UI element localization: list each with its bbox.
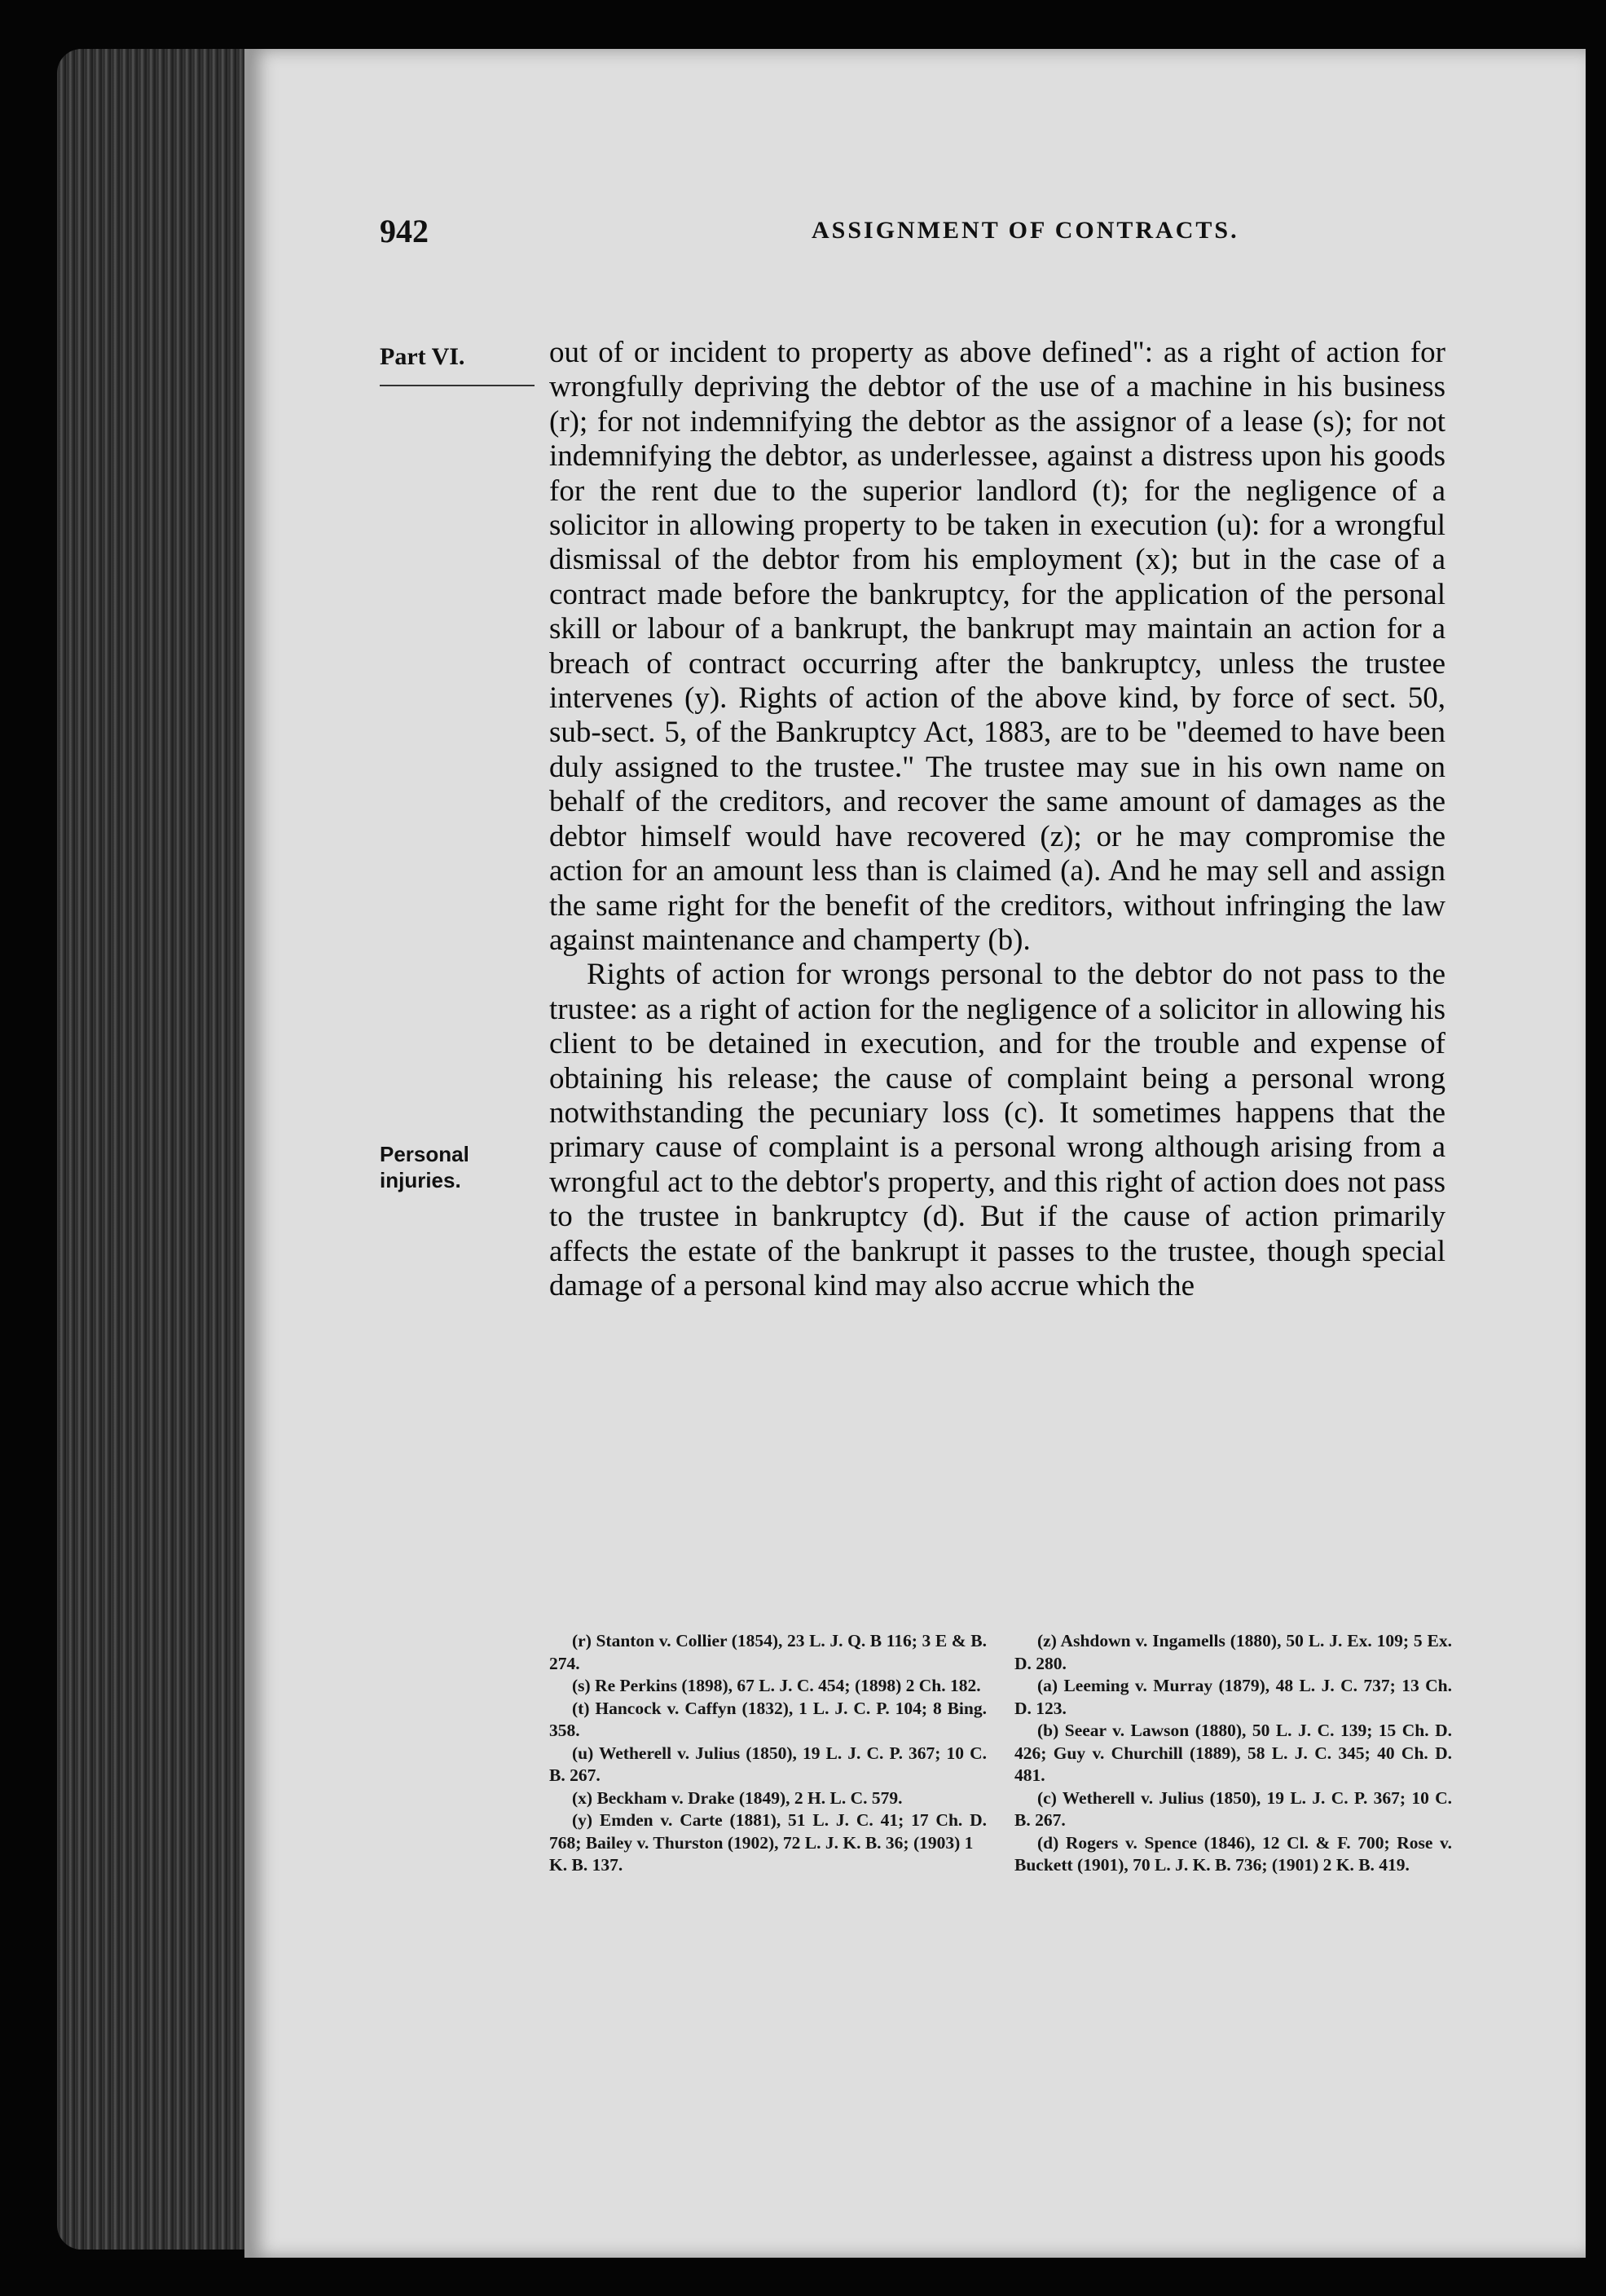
book-page	[244, 49, 1586, 2258]
footnote-s: (s) Re Perkins (1898), 67 L. J. C. 454; (1898) 2 Ch. 182.	[572, 1676, 981, 1695]
footnote-y-continued: K. B. 137.	[549, 1855, 623, 1875]
book-page-edges	[57, 49, 253, 2250]
footnote-u: (u) Wetherell v. Julius (1850), 19 L. J. C. P. 367; 10 C. B. 267.	[549, 1743, 987, 1785]
footnote-c: (c) Wetherell v. Julius (1850), 19 L. J. C. P. 367; 10 C. B. 267.	[1014, 1787, 1452, 1830]
footnote-d: (d) Rogers v. Spence (1846), 12 Cl. & F. 700; Rose v. Buckett (1901), 70 L. J. K. B. 736; (1901) 2 K. B. 419.	[1014, 1832, 1452, 1875]
running-title: ASSIGNMENT OF CONTRACTS.	[812, 217, 1239, 244]
sidenote-personal-injuries: Personal injuries.	[380, 1142, 469, 1192]
footnote-x: (x) Beckham v. Drake (1849), 2 H. L. C. 579.	[572, 1787, 903, 1808]
footnote-z: (z) Ashdown v. Ingamells (1880), 50 L. J. Ex. 109; 5 Ex. D. 280.	[1014, 1631, 1452, 1673]
part-divider	[380, 385, 535, 386]
footnote-y: (y) Emden v. Carte (1881), 51 L. J. C. 41; 17 Ch. D. 768; Bailey v. Thurston (1902), 72 L. J. K. B. 36; (1903) 1	[549, 1810, 987, 1853]
footnote-r: (r) Stanton v. Collier (1854), 23 L. J. Q. B 116; 3 E & B. 274.	[549, 1631, 987, 1673]
running-head	[380, 212, 1472, 261]
page-number: 942	[380, 213, 429, 249]
paragraph-2: Rights of action for wrongs personal to the debtor do not pass to the trustee: as a right of action for the negligence of a solicitor in allowing his client to be detained in execution, and for the trouble and expense of obtaining his release; the cause of complaint being a personal wrong notwithstanding the pecuniary loss (c). It sometimes happens that the primary cause of complaint is a personal wrong although arising from a wrongful act to the debtor's property, and this right of action does not pass to the trustee in bankruptcy (d). But if the cause of action primarily affects the estate of the bankrupt it passes to the trustee, though special damage of a personal kind may also accrue which the	[549, 958, 1445, 1302]
main-text	[549, 336, 1445, 1303]
footnote-t: (t) Hancock v. Caffyn (1832), 1 L. J. C. P. 104; 8 Bing. 358.	[549, 1698, 987, 1740]
footnote-b: (b) Seear v. Lawson (1880), 50 L. J. C. 139; 15 Ch. D. 426; Guy v. Churchill (1889), 58 L. J. C. 345; 40 Ch. D. 481.	[1014, 1721, 1452, 1785]
part-label: Part VI.	[380, 343, 465, 370]
footnotes	[549, 1630, 1452, 1877]
paragraph-1: out of or incident to property as above defined": as a right of action for wrongfully depriving the debtor of the use of a machine in his business (r); for not indemnifying the debtor as the assignor of a lease (s); for not indemnifying the debtor, as underlessee, against a distress upon his goods for the rent due to the superior landlord (t); for the negligence of a solicitor in allowing property to be taken in execution (u): for a wrongful dismissal of the debtor from his employment (x); but in the case of a contract made before the bankruptcy, for the application of the personal skill or labour of a bankrupt, the bankrupt may maintain an action for a breach of contract occurring after the bankruptcy, unless the trustee intervenes (y). Rights of action of the above kind, by force of sect. 50, sub-sect. 5, of the Bankruptcy Act, 1883, are to be "deemed to have been duly assigned to the trustee." The trustee may sue in his own name on behalf of the creditors, and recover the same amount of damages as the debtor himself would have recovered (z); or he may compromise the action for an amount less than is claimed (a). And he may sell and assign the same right for the benefit of the creditors, without infringing the law against maintenance and champerty (b).	[549, 336, 1445, 957]
footnote-a: (a) Leeming v. Murray (1879), 48 L. J. C. 737; 13 Ch. D. 123.	[1014, 1676, 1452, 1718]
